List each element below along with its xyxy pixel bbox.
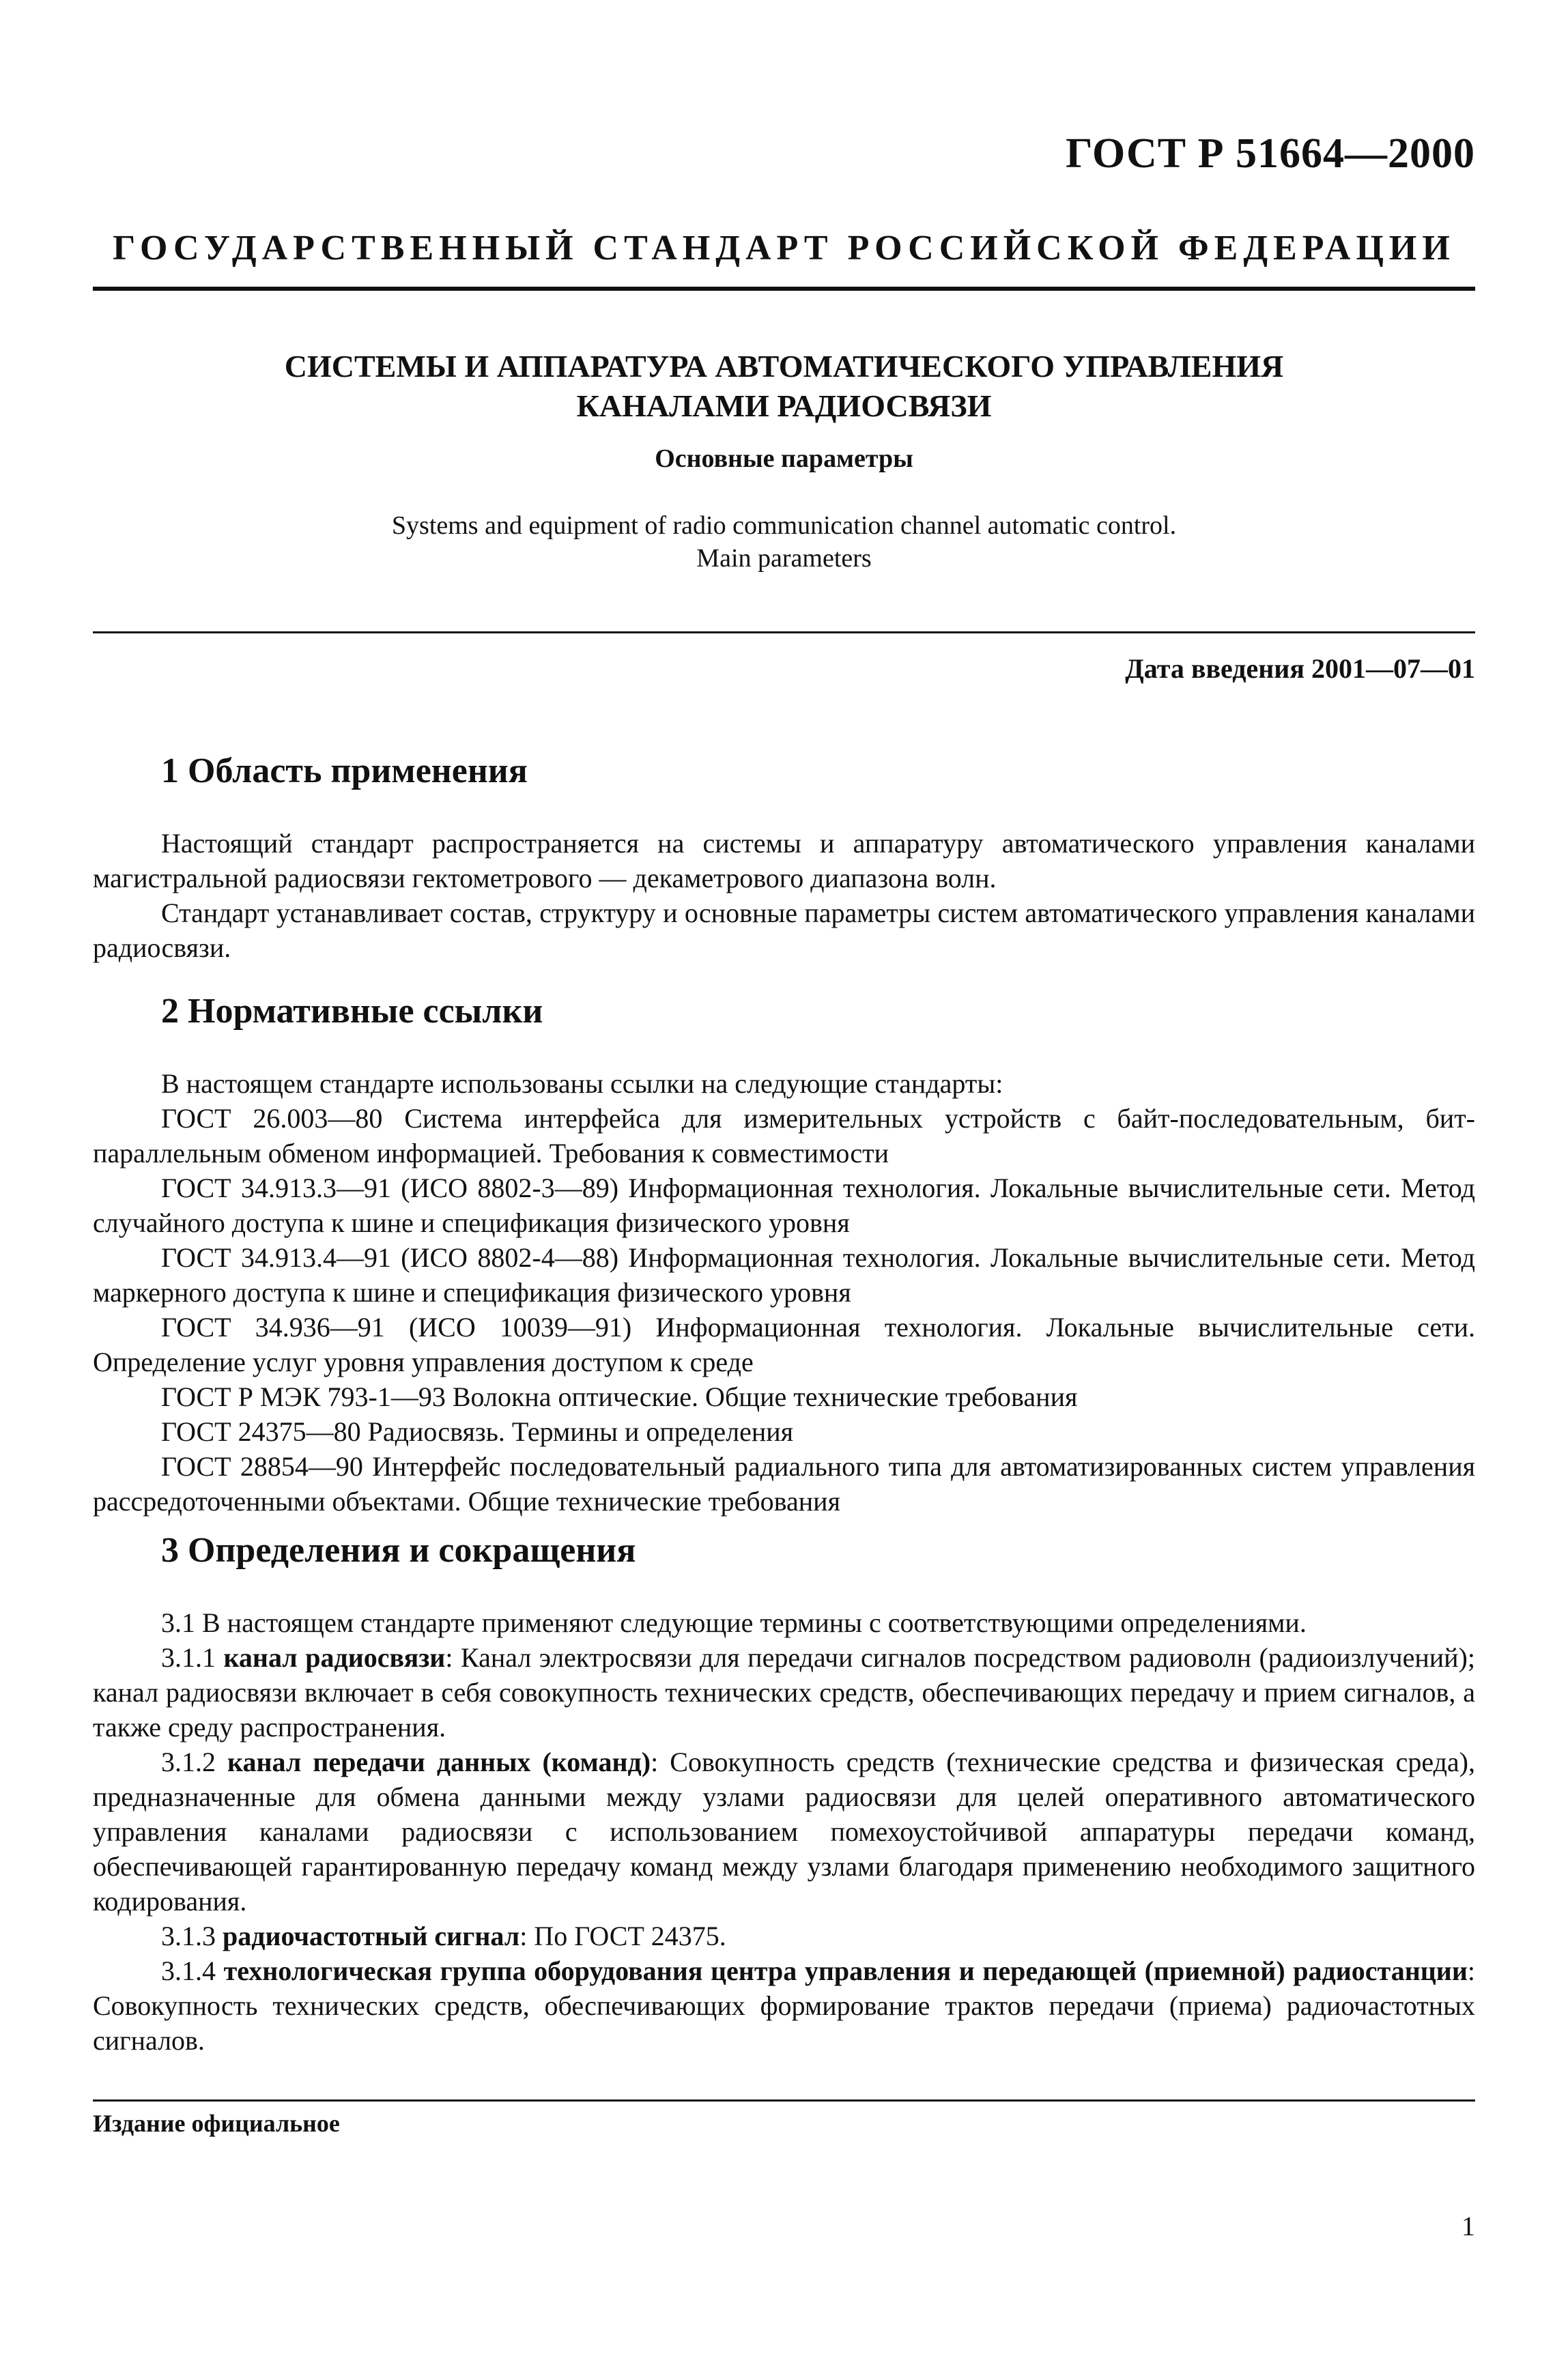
definition-number: 3.1.4 — [161, 1955, 216, 1986]
reference-item: ГОСТ 28854—90 Интерфейс последовательный радиального типа для автоматизированных систем управления рассредоточенными объектами. Общие технические требования — [93, 1451, 1475, 1517]
definition-item — [93, 1640, 1475, 1745]
reference-item: ГОСТ 26.003—80 Система интерфейса для измерительных устройств с байт-последовательным, бит-параллельным обменом информацией. Требования к совместимости — [93, 1103, 1475, 1169]
definition-number: 3.1.2 — [161, 1747, 216, 1777]
reference-item: ГОСТ 34.936—91 (ИСО 10039—91) Информационная технология. Локальные вычислительные сети. Определение услуг уровня управления доступом к среде — [93, 1312, 1475, 1377]
definition-text: : Совокупность технических средств, обеспечивающих формирование трактов передачи (приема) радиочастотных сигналов. — [93, 1955, 1475, 2056]
definition-number: 3.1.1 — [161, 1642, 216, 1673]
title-english-line-2: Main parameters — [696, 544, 872, 573]
reference-item: ГОСТ Р МЭК 793-1—93 Волокна оптические. Общие технические требования — [161, 1381, 1078, 1412]
footer-divider — [93, 2099, 1475, 2102]
definition-term: канал передачи данных (команд) — [227, 1747, 651, 1777]
definition-term: канал радиосвязи — [223, 1642, 446, 1673]
section-heading: 2 Нормативные ссылки — [161, 992, 543, 1031]
reference-item: ГОСТ 34.913.4—91 (ИСО 8802-4—88) Информационная технология. Локальные вычислительные сети. Метод маркерного доступа к шине и спецификация физического уровня — [93, 1242, 1475, 1308]
section-heading: 3 Определения и сокращения — [161, 1531, 636, 1570]
header-divider — [93, 287, 1475, 291]
title-line-2: КАНАЛАМИ РАДИОСВЯЗИ — [576, 388, 992, 423]
paragraph: Стандарт устанавливает состав, структуру и основные параметры систем автоматического управления каналами радиосвязи. — [93, 898, 1475, 963]
title-english-line-1: Systems and equipment of radio communication channel automatic control. — [391, 511, 1177, 540]
reference-item: ГОСТ 24375—80 Радиосвязь. Термины и определения — [161, 1416, 794, 1447]
section-normative-references — [93, 991, 1475, 1519]
section-definitions — [93, 1530, 1475, 2058]
definition-text: : Совокупность средств (технические средства и физическая среда), предназначенные для обмена данными между узлами радиосвязи для целей оперативного автоматического управления каналами радиосвязи с использованием помехоустойчивой аппаратуры передачи команд, обеспечивающей гарантированную передачу команд между узлами благодаря применению необходимого защитного кодирования. — [93, 1747, 1475, 1917]
definition-text: : Канал электросвязи для передачи сигналов посредством радиоволн (радиоизлучений); канал радиосвязи включает в себя совокупность технических средств, обеспечивающих передачу и прием сигналов, а также среду распространения. — [93, 1642, 1475, 1743]
paragraph: Настоящий стандарт распространяется на системы и аппаратуру автоматического управления каналами магистральной радиосвязи гектометрового — декаметрового диапазона волн. — [93, 828, 1475, 893]
state-standard-heading: ГОСУДАРСТВЕННЫЙ СТАНДАРТ РОССИЙСКОЙ ФЕДЕРАЦИИ — [113, 229, 1455, 268]
document-subtitle: Основные параметры — [655, 444, 913, 473]
title-divider — [93, 631, 1475, 633]
paragraph: В настоящем стандарте использованы ссылки на следующие стандарты: — [161, 1068, 1003, 1099]
edition-label: Издание официальное — [93, 2110, 340, 2137]
definition-number: 3.1.3 — [161, 1921, 216, 1951]
document-number: ГОСТ Р 51664—2000 — [1066, 130, 1475, 177]
definition-term: радиочастотный сигнал — [223, 1921, 520, 1951]
definition-text: : По ГОСТ 24375. — [519, 1921, 726, 1951]
introduction-date: Дата введения 2001—07—01 — [1125, 653, 1475, 684]
document-title — [93, 347, 1475, 426]
title-english — [93, 509, 1475, 575]
definition-item — [93, 1745, 1475, 1919]
definition-term: технологическая группа оборудования центра управления и передающей (приемной) радиостанции — [223, 1955, 1468, 1986]
paragraph: 3.1 В настоящем стандарте применяют следующие термины с соответствующими определениями. — [161, 1607, 1307, 1638]
page-number: 1 — [1462, 2211, 1475, 2241]
definition-item — [93, 1953, 1475, 2058]
section-heading: 1 Область применения — [161, 751, 528, 790]
reference-item: ГОСТ 34.913.3—91 (ИСО 8802-3—89) Информационная технология. Локальные вычислительные сети. Метод случайного доступа к шине и спецификация физического уровня — [93, 1173, 1475, 1238]
title-line-1: СИСТЕМЫ И АППАРАТУРА АВТОМАТИЧЕСКОГО УПРАВЛЕНИЯ — [284, 349, 1284, 384]
section-scope — [93, 751, 1475, 965]
definition-item — [93, 1919, 1475, 1953]
